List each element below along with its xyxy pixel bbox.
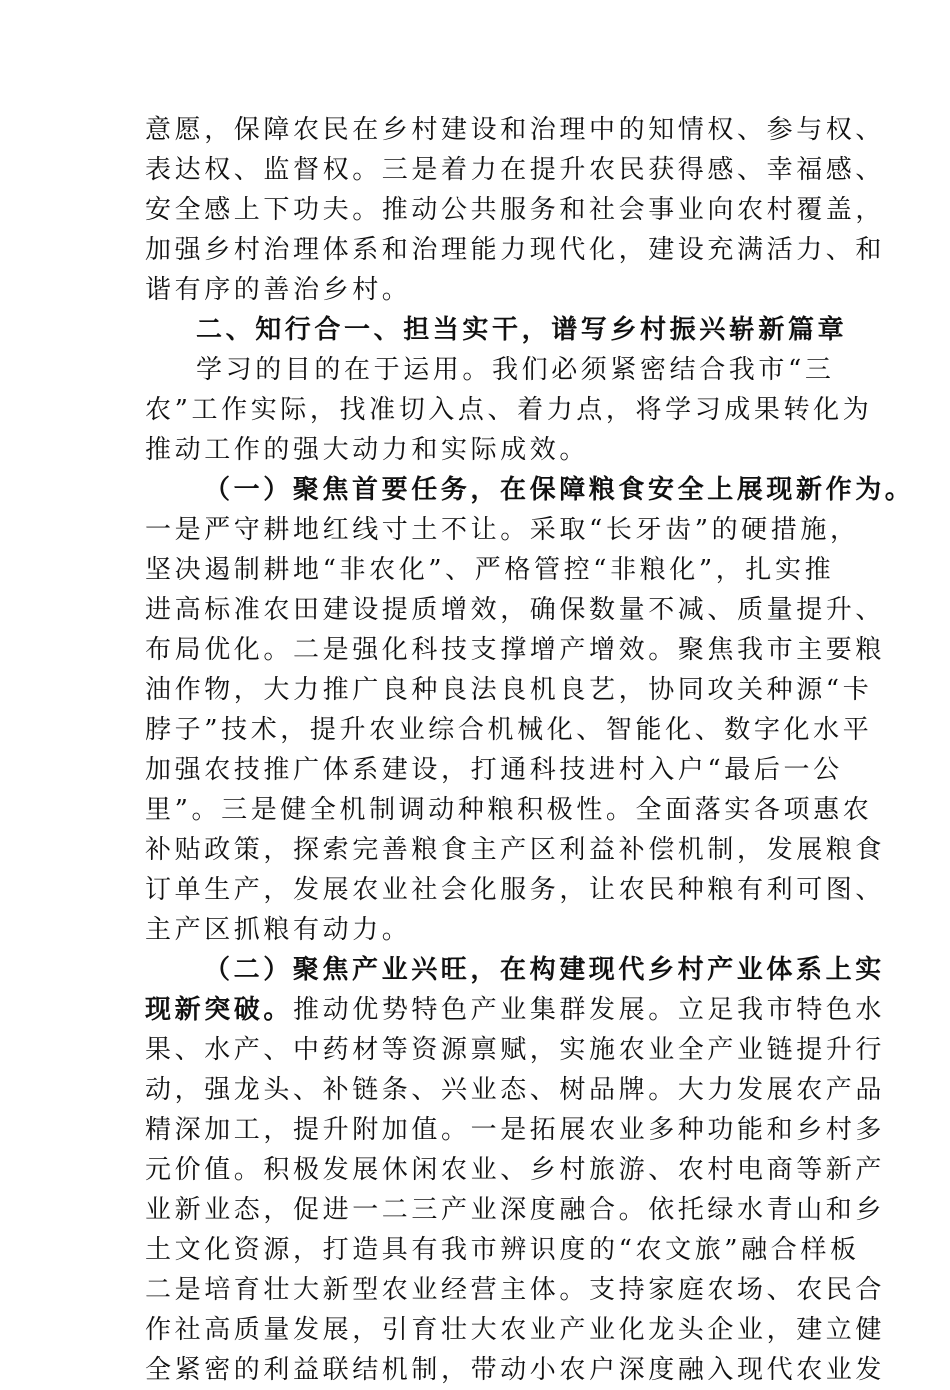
body-line: 二是培育壮大新型农业经营主体。支持家庭农场、农民合: [145, 1275, 886, 1305]
body-line: 里”。三是健全机制调动种粮积极性。全面落实各项惠农: [145, 795, 873, 825]
body-line: 加强农技推广体系建设，打通科技进村入户“最后一公: [145, 755, 843, 785]
body-line: 主产区抓粮有动力。: [145, 915, 412, 945]
body-line: 表达权、监督权。三是着力在提升农民获得感、幸福感、: [145, 155, 886, 185]
body-line: 加强乡村治理体系和治理能力现代化，建设充满活力、和: [145, 235, 886, 265]
body-line: 动，强龙头、补链条、兴业态、树品牌。大力发展农产品: [145, 1075, 886, 1105]
section-heading: 二、知行合一、担当实干，谱写乡村振兴崭新篇章: [196, 315, 848, 345]
body-text: 推动优势特色产业集群发展。立足我市特色水: [293, 995, 886, 1025]
body-line: 补贴政策，探索完善粮食主产区利益补偿机制，发展粮食: [145, 835, 886, 865]
body-line: 订单生产，发展农业社会化服务，让农民种粮有利可图、: [145, 875, 886, 905]
body-line: 学习的目的在于运用。我们必须紧密结合我市“三: [196, 355, 835, 385]
body-line: 元价值。积极发展休闲农业、乡村旅游、农村电商等新产: [145, 1155, 886, 1185]
body-line: 土文化资源，打造具有我市辨识度的“农文旅”融合样板: [145, 1235, 860, 1265]
body-line: 意愿，保障农民在乡村建设和治理中的知情权、参与权、: [145, 115, 886, 145]
body-line: 油作物，大力推广良种良法良机良艺，协同攻关种源“卡: [145, 675, 873, 705]
subsection-heading: （一）聚焦首要任务，在保障粮食安全上展现新作为。: [204, 475, 915, 505]
body-line: 脖子”技术，提升农业综合机械化、智能化、数字化水平: [145, 715, 873, 745]
body-line: 精深加工，提升附加值。一是拓展农业多种功能和乡村多: [145, 1115, 886, 1145]
body-line: 一是严守耕地红线寸土不让。采取“长牙齿”的硬措施，: [145, 515, 860, 545]
body-line-mixed: [145, 990, 885, 1030]
body-line: 推动工作的强大动力和实际成效。: [145, 435, 590, 465]
body-line: 农”工作实际，找准切入点、着力点，将学习成果转化为: [145, 395, 873, 425]
body-line: 谐有序的善治乡村。: [145, 275, 412, 305]
body-line: 安全感上下功夫。推动公共服务和社会事业向农村覆盖，: [145, 195, 886, 225]
body-line: 进高标准农田建设提质增效，确保数量不减、质量提升、: [145, 595, 886, 625]
subsection-heading: （二）聚焦产业兴旺，在构建现代乡村产业体系上实: [204, 955, 885, 985]
body-line: 作社高质量发展，引育壮大农业产业化龙头企业，建立健: [145, 1315, 886, 1345]
body-line: 坚决遏制耕地“非农化”、严格管控“非粮化”，扎实推: [145, 555, 835, 585]
body-line: 果、水产、中药材等资源禀赋，实施农业全产业链提升行: [145, 1035, 886, 1065]
body-line: 业新业态，促进一二三产业深度融合。依托绿水青山和乡: [145, 1195, 886, 1225]
subsection-heading-continued: 现新突破。: [145, 995, 294, 1025]
body-line: 全紧密的利益联结机制，带动小农户深度融入现代农业发: [145, 1355, 886, 1385]
body-line: 布局优化。二是强化科技支撑增产增效。聚焦我市主要粮: [145, 635, 886, 665]
